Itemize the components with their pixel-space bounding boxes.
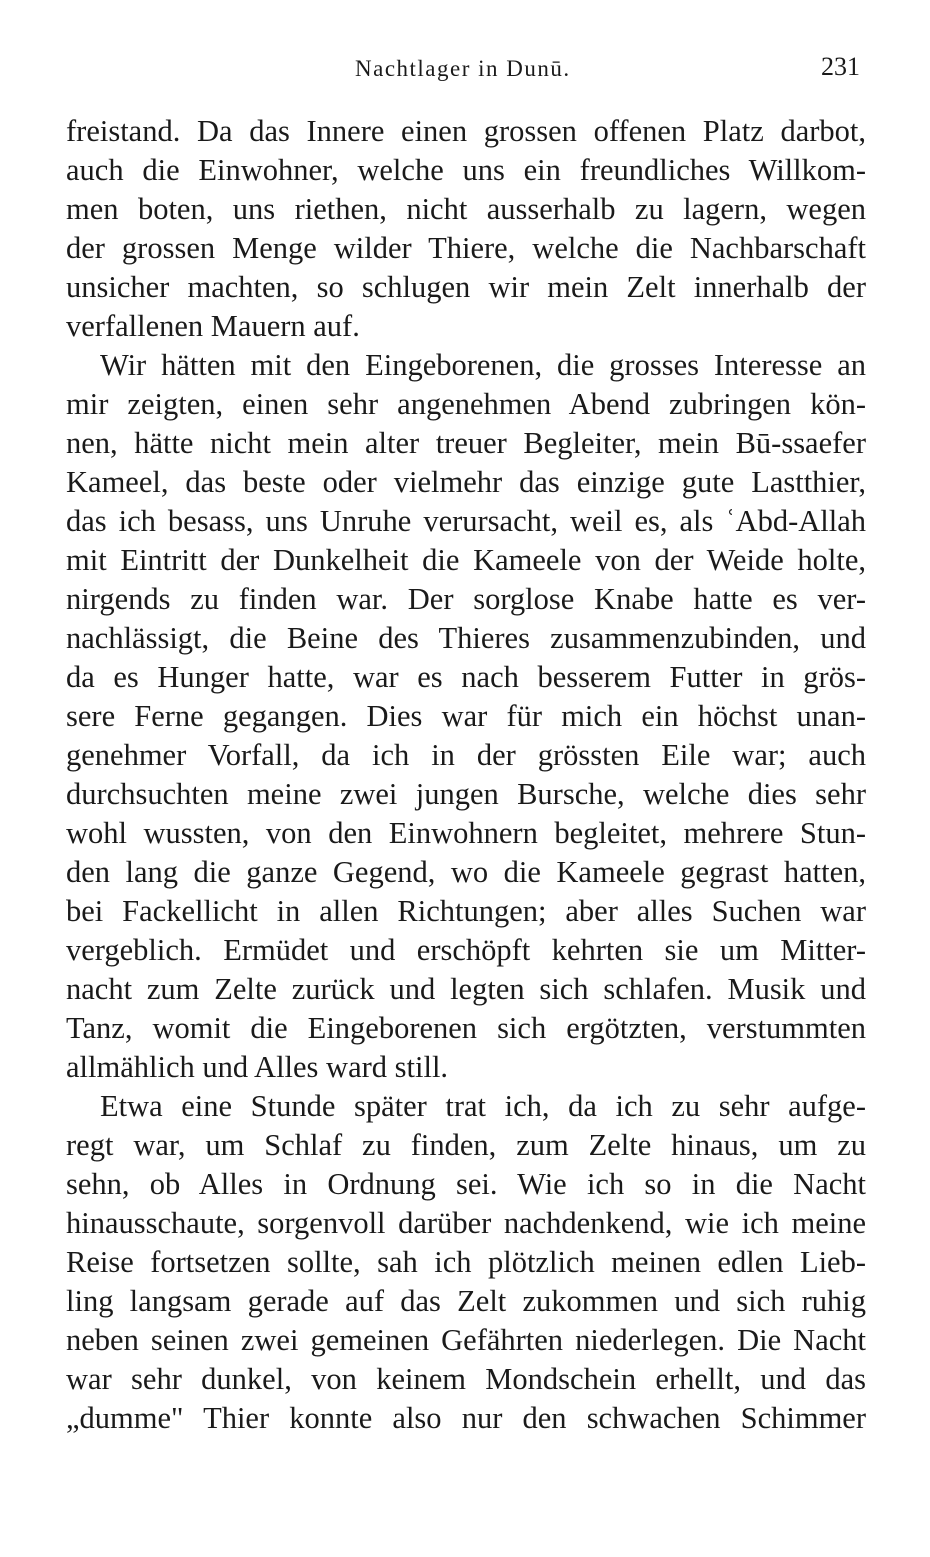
paragraph-1 bbox=[66, 112, 866, 346]
text-line: wohl wussten, von den Einwohnern begleitet, mehrere Stun- bbox=[66, 816, 866, 850]
text-line: nacht zum Zelte zurück und legten sich schlafen. Musik und bbox=[66, 972, 866, 1006]
text-line: sere Ferne gegangen. Dies war für mich ein höchst unan- bbox=[66, 699, 866, 733]
text-line: nachlässigt, die Beine des Thieres zusammenzubinden, und bbox=[66, 621, 866, 655]
running-head bbox=[0, 52, 930, 90]
text-line: Etwa eine Stunde später trat ich, da ich zu sehr aufge- bbox=[100, 1089, 866, 1123]
body-text bbox=[66, 112, 866, 1438]
text-line: mit Eintritt der Dunkelheit die Kameele von der Weide holte, bbox=[66, 543, 866, 577]
text-line: Reise fortsetzen sollte, sah ich plötzlich meinen edlen Lieb- bbox=[66, 1245, 866, 1279]
text-line: „dumme" Thier konnte also nur den schwachen Schimmer bbox=[66, 1401, 866, 1435]
running-title: Nachtlager in Dunū. bbox=[355, 56, 571, 81]
text-line: regt war, um Schlaf zu finden, zum Zelte hinaus, um zu bbox=[66, 1128, 866, 1162]
text-line: sehn, ob Alles in Ordnung sei. Wie ich so in die Nacht bbox=[66, 1167, 866, 1201]
text-line: men boten, uns riethen, nicht ausserhalb zu lagern, wegen bbox=[66, 192, 866, 226]
text-line: mir zeigten, einen sehr angenehmen Abend zubringen kön- bbox=[66, 387, 866, 421]
text-line: nen, hätte nicht mein alter treuer Begleiter, mein Bū-ssaefer bbox=[66, 426, 866, 460]
text-line: vergeblich. Ermüdet und erschöpft kehrten sie um Mitter- bbox=[66, 933, 866, 967]
text-line: nirgends zu finden war. Der sorglose Knabe hatte es ver- bbox=[66, 582, 866, 616]
text-line: allmählich und Alles ward still. bbox=[66, 1050, 449, 1084]
text-line: auch die Einwohner, welche uns ein freundliches Willkom- bbox=[66, 153, 866, 187]
text-line: bei Fackellicht in allen Richtungen; aber alles Suchen war bbox=[66, 894, 866, 928]
paragraph-2 bbox=[66, 346, 866, 1087]
page-number: 231 bbox=[821, 52, 860, 81]
text-line: war sehr dunkel, von keinem Mondschein erhellt, und das bbox=[66, 1362, 866, 1396]
text-line: der grossen Menge wilder Thiere, welche die Nachbarschaft bbox=[66, 231, 866, 265]
text-line: neben seinen zwei gemeinen Gefährten niederlegen. Die Nacht bbox=[66, 1323, 866, 1357]
text-line: durchsuchten meine zwei jungen Bursche, welche dies sehr bbox=[66, 777, 866, 811]
text-line: unsicher machten, so schlugen wir mein Zelt innerhalb der bbox=[66, 270, 866, 304]
text-line: das ich besass, uns Unruhe verursacht, weil es, als ʿAbd-Allah bbox=[66, 504, 866, 538]
text-line: da es Hunger hatte, war es nach besserem Futter in grös- bbox=[66, 660, 866, 694]
text-line: hinausschaute, sorgenvoll darüber nachdenkend, wie ich meine bbox=[66, 1206, 866, 1240]
text-line: Tanz, womit die Eingeborenen sich ergötzten, verstummten bbox=[66, 1011, 866, 1045]
paragraph-3 bbox=[66, 1087, 866, 1438]
text-line: genehmer Vorfall, da ich in der grössten Eile war; auch bbox=[66, 738, 866, 772]
text-line: verfallenen Mauern auf. bbox=[66, 309, 360, 343]
text-line: den lang die ganze Gegend, wo die Kameele gegrast hatten, bbox=[66, 855, 866, 889]
text-line: freistand. Da das Innere einen grossen offenen Platz darbot, bbox=[66, 114, 866, 148]
text-line: Wir hätten mit den Eingeborenen, die grosses Interesse an bbox=[100, 348, 866, 382]
text-line: Kameel, das beste oder vielmehr das einzige gute Lastthier, bbox=[66, 465, 866, 499]
text-line: ling langsam gerade auf das Zelt zukommen und sich ruhig bbox=[66, 1284, 866, 1318]
